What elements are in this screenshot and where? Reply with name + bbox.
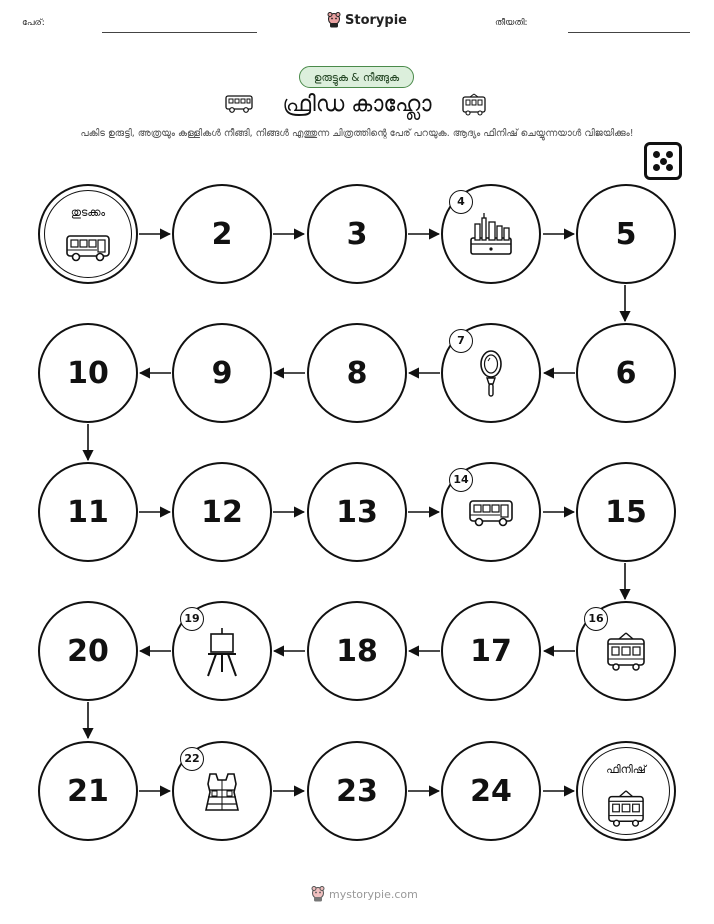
date-label: തീയതി: [495, 18, 528, 28]
number-space[interactable] [38, 462, 138, 562]
space-number: 21 [67, 773, 109, 809]
number-space[interactable] [172, 462, 272, 562]
art-supplies-icon [466, 212, 516, 262]
tram-icon [603, 631, 649, 677]
worksheet-title: ഫ്രിഡ കാഹ്ലോ [282, 92, 432, 117]
number-space[interactable] [38, 323, 138, 423]
space-number-badge: 14 [449, 468, 473, 492]
bus-icon [64, 232, 112, 268]
space-number-badge: 22 [180, 747, 204, 771]
footer [311, 886, 418, 902]
space-number: 24 [470, 773, 512, 809]
bus-icon [467, 497, 515, 533]
space-number: 6 [615, 355, 637, 391]
number-space[interactable] [38, 741, 138, 841]
space-number: 18 [336, 633, 378, 669]
space-number: 15 [605, 494, 647, 530]
space-number: 11 [67, 494, 109, 530]
number-space[interactable] [172, 323, 272, 423]
footer-site[interactable]: mystorypie.com [329, 887, 418, 901]
number-space[interactable] [576, 184, 676, 284]
name-label: പേര്: [22, 18, 45, 28]
space-number: 12 [201, 494, 243, 530]
number-space[interactable] [307, 184, 407, 284]
finish-label: ഫിനിഷ് [606, 763, 646, 776]
start-space[interactable] [38, 184, 138, 284]
brand-name: Storypie [345, 12, 407, 28]
number-space[interactable] [307, 601, 407, 701]
space-number: 17 [470, 633, 512, 669]
instructions: പകിട ഉരുട്ടി, അത്രയും കള്ളികൾ നീങ്ങി, നിങ്ങൾ എത്തുന്ന ചിത്രത്തിന്റെ പേര് പറയുക. ആദ്യം ഫിനിഷ് ചെയ്യുന്നയാൾ വിജയിക്കും! [80, 128, 634, 139]
number-space[interactable] [307, 741, 407, 841]
space-number: 9 [211, 355, 233, 391]
tram-icon [604, 789, 648, 833]
space-number-badge: 19 [180, 607, 204, 631]
number-space[interactable] [441, 741, 541, 841]
space-number: 13 [336, 494, 378, 530]
space-number-badge: 16 [584, 607, 608, 631]
easel-icon [202, 626, 242, 682]
number-space[interactable] [576, 462, 676, 562]
corset-icon [200, 770, 244, 818]
start-label: തുടക്കം [70, 206, 106, 219]
number-space[interactable] [576, 323, 676, 423]
space-number-badge: 7 [449, 329, 473, 353]
space-number: 3 [346, 216, 368, 252]
finish-space[interactable] [576, 741, 676, 841]
space-number: 20 [67, 633, 109, 669]
number-space[interactable] [307, 462, 407, 562]
number-space[interactable] [172, 184, 272, 284]
number-space[interactable] [307, 323, 407, 423]
space-number: 23 [336, 773, 378, 809]
number-space[interactable] [441, 601, 541, 701]
space-number: 8 [346, 355, 368, 391]
space-number-badge: 4 [449, 190, 473, 214]
storypie-mascot-icon [311, 886, 325, 902]
space-number: 5 [615, 216, 637, 252]
activity-tag: ഉരുട്ടുക & നീങ്ങുക [299, 66, 414, 88]
space-number: 10 [67, 355, 109, 391]
hand-mirror-icon [477, 348, 505, 404]
space-number: 2 [211, 216, 233, 252]
number-space[interactable] [38, 601, 138, 701]
